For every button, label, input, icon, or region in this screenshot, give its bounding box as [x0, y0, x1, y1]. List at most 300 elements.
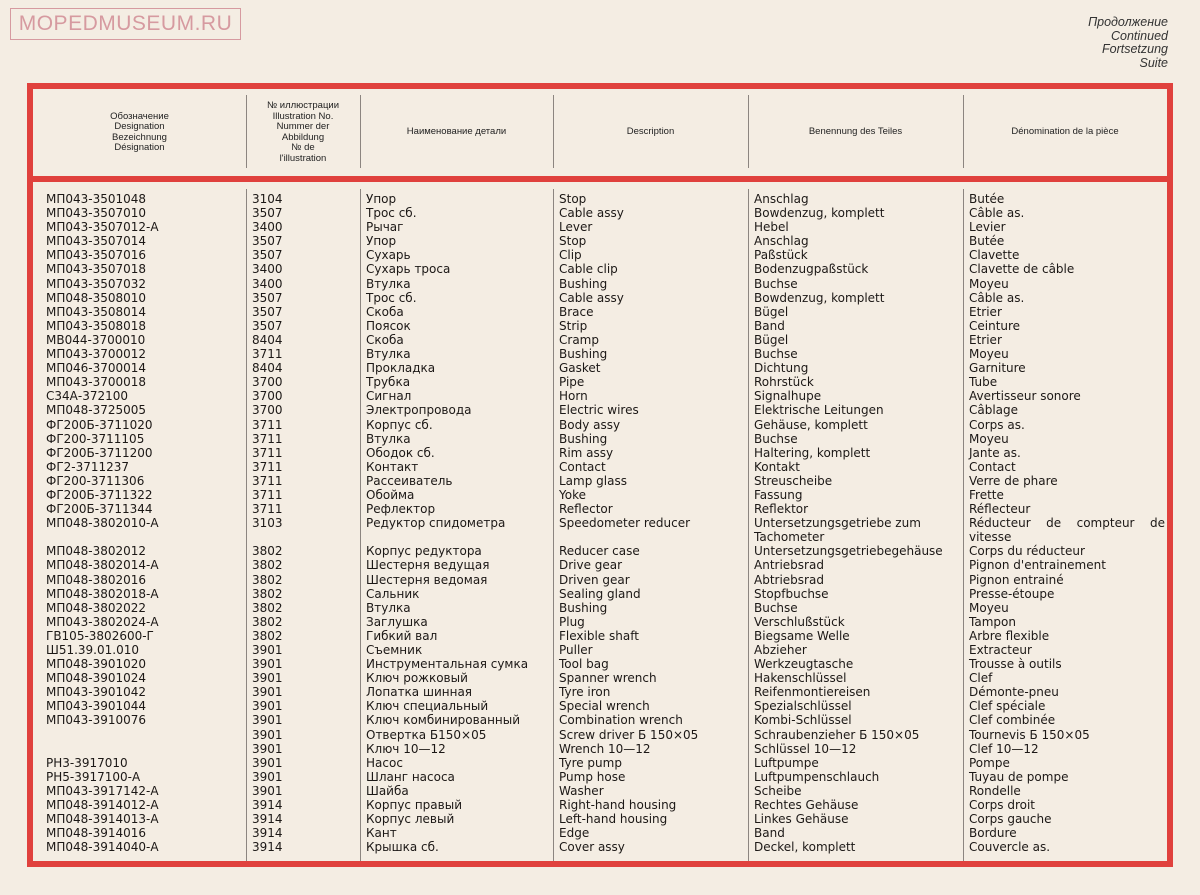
header-line: Illustration No.: [272, 110, 334, 122]
name-ru-cell: Рефлектор: [366, 502, 436, 517]
name-ru-cell: Шестерня ведущая: [366, 558, 490, 573]
designation-cell: МП043-3917142-А: [46, 783, 159, 798]
header-description: [553, 89, 748, 176]
benennung-cell: Bowdenzug, komplett: [754, 206, 885, 221]
denomination-cell: Jante as.: [969, 445, 1021, 460]
description-cell: Electric wires: [559, 403, 639, 418]
illustration-no-cell: 3507: [252, 234, 283, 249]
denomination-cell: Réducteur de compteur de vitesse: [969, 516, 1165, 545]
description-cell: Special wrench: [559, 699, 650, 714]
designation-cell: МП043-3508014: [46, 304, 147, 319]
illustration-no-cell: 3700: [252, 389, 283, 404]
description-cell: Brace: [559, 304, 594, 319]
name-ru-cell: Сигнал: [366, 389, 412, 404]
illustration-no-cell: 3901: [252, 713, 283, 728]
designation-cell: МП043-3507014: [46, 234, 147, 249]
table-row: [33, 488, 1167, 502]
table-row: [33, 643, 1167, 657]
illustration-no-cell: 3507: [252, 206, 283, 221]
table-row: [33, 206, 1167, 220]
description-cell: Tool bag: [559, 657, 609, 672]
illustration-no-cell: 3901: [252, 755, 283, 770]
designation-cell: ФГ2-3711237: [46, 459, 130, 474]
denomination-cell: Corps du réducteur: [969, 544, 1085, 559]
header-line: Обозначение: [110, 110, 169, 122]
denomination-cell: Tampon: [969, 614, 1016, 629]
name-ru-cell: Упор: [366, 192, 397, 206]
name-ru-cell: Втулка: [366, 347, 411, 362]
name-ru-cell: Корпус сб.: [366, 417, 433, 432]
benennung-cell: Linkes Gehäuse: [754, 812, 849, 827]
designation-cell: МП043-3700012: [46, 347, 147, 362]
name-ru-cell: Ключ специальный: [366, 699, 489, 714]
designation-cell: МП043-3507012-А: [46, 220, 159, 235]
designation-cell: МП048-3802022: [46, 600, 147, 615]
column-divider: [963, 95, 964, 168]
benennung-cell: Luftpumpenschlauch: [754, 769, 880, 784]
designation-cell: МВ044-3700010: [46, 332, 146, 347]
illustration-no-cell: 3711: [252, 431, 283, 446]
benennung-cell: Buchse: [754, 347, 798, 362]
description-cell: Drive gear: [559, 558, 623, 573]
description-cell: Edge: [559, 826, 590, 841]
benennung-cell: Schraubenzieher Б 150×05: [754, 727, 920, 742]
illustration-no-cell: 8404: [252, 361, 283, 376]
table-row: [33, 305, 1167, 319]
name-ru-cell: Поясок: [366, 318, 411, 333]
table-row: [33, 558, 1167, 572]
designation-cell: РН3-3917010: [46, 755, 128, 770]
table-row: [33, 262, 1167, 276]
description-cell: Cable clip: [559, 262, 618, 277]
table-row: [33, 277, 1167, 291]
denomination-cell: Tournevis Б 150×05: [969, 727, 1090, 742]
description-cell: Lamp glass: [559, 473, 627, 488]
description-cell: Driven gear: [559, 572, 630, 587]
description-cell: Washer: [559, 783, 604, 798]
column-divider: [553, 95, 554, 168]
name-ru-cell: Сухарь троса: [366, 262, 451, 277]
name-ru-cell: Втулка: [366, 276, 411, 291]
table-row: [33, 432, 1167, 446]
description-cell: Bushing: [559, 431, 608, 446]
header-line: Benennung des Teiles: [808, 126, 903, 138]
denomination-cell: Corps as.: [969, 417, 1025, 432]
denomination-cell: Démonte-pneu: [969, 685, 1059, 700]
benennung-cell: Spezialschlüssel: [754, 699, 852, 714]
denomination-cell: Trousse à outils: [969, 657, 1062, 672]
table-row: [33, 460, 1167, 474]
denomination-cell: Moyeu: [969, 431, 1009, 446]
name-ru-cell: Скоба: [366, 304, 404, 319]
header-line: Nummer der: [276, 121, 330, 132]
benennung-cell: Buchse: [754, 431, 798, 446]
illustration-no-cell: 3103: [252, 516, 283, 531]
name-ru-cell: Рассеиватель: [366, 473, 453, 488]
table-row: [33, 192, 1167, 206]
header-denomination: [963, 89, 1167, 176]
illustration-no-cell: 3901: [252, 741, 283, 756]
designation-cell: МП043-3501048: [46, 192, 147, 206]
designation-cell: ФГ200Б-3711322: [46, 487, 153, 502]
illustration-no-cell: 3711: [252, 347, 283, 362]
header-line: № de: [291, 142, 315, 153]
designation-cell: МП048-3725005: [46, 403, 147, 418]
name-ru-cell: Шестерня ведомая: [366, 572, 488, 587]
denomination-cell: Câble as.: [969, 206, 1025, 221]
name-ru-cell: Ободок сб.: [366, 445, 435, 460]
name-ru-cell: Трубка: [366, 375, 411, 390]
table-row: [33, 347, 1167, 361]
illustration-no-cell: 3711: [252, 417, 283, 432]
benennung-cell: Reflektor: [754, 502, 809, 517]
description-cell: Pump hose: [559, 769, 626, 784]
table-row: [33, 234, 1167, 248]
designation-cell: РН5-3917100-А: [46, 769, 141, 784]
table-row: [33, 713, 1167, 727]
header-separator: [33, 176, 1167, 182]
illustration-no-cell: 3700: [252, 403, 283, 418]
name-ru-cell: Крышка сб.: [366, 840, 439, 855]
description-cell: Tyre pump: [559, 755, 622, 770]
illustration-no-cell: 3901: [252, 769, 283, 784]
benennung-cell: Hebel: [754, 220, 789, 235]
name-ru-cell: Обойма: [366, 487, 415, 502]
illustration-no-cell: 3914: [252, 826, 283, 841]
designation-cell: ФГ200Б-3711344: [46, 502, 153, 517]
table-row: [33, 291, 1167, 305]
table-row: [33, 418, 1167, 432]
description-cell: Pipe: [559, 375, 585, 390]
illustration-no-cell: 3802: [252, 544, 283, 559]
name-ru-cell: Насос: [366, 755, 403, 770]
header-line: Description: [626, 126, 675, 138]
header-benennung: [748, 89, 963, 176]
table-row: [33, 587, 1167, 601]
designation-cell: МП043-3802024-А: [46, 614, 159, 629]
illustration-no-cell: 3914: [252, 812, 283, 827]
benennung-cell: Kontakt: [754, 459, 800, 474]
benennung-cell: Buchse: [754, 276, 798, 291]
denomination-cell: Tuyau de pompe: [969, 769, 1069, 784]
benennung-cell: Bügel: [754, 332, 789, 347]
table-row: [33, 784, 1167, 798]
benennung-cell: Anschlag: [754, 192, 809, 206]
description-cell: Screw driver Б 150×05: [559, 727, 699, 742]
name-ru-cell: Ключ 10—12: [366, 741, 446, 756]
table-row: [33, 770, 1167, 784]
table-row: [33, 742, 1167, 756]
description-cell: Left-hand housing: [559, 812, 668, 827]
illustration-no-cell: 3901: [252, 657, 283, 672]
table-row: [33, 728, 1167, 742]
description-cell: Lever: [559, 220, 593, 235]
description-cell: Plug: [559, 614, 585, 629]
illustration-no-cell: 3802: [252, 572, 283, 587]
designation-cell: МП048-3901024: [46, 671, 147, 686]
illustration-no-cell: 3711: [252, 445, 283, 460]
header-designation: [33, 89, 246, 176]
description-cell: Wrench 10—12: [559, 741, 651, 756]
illustration-no-cell: 3507: [252, 248, 283, 263]
description-cell: Sealing gland: [559, 586, 641, 601]
denomination-cell: Pignon d'entrainement: [969, 558, 1106, 573]
designation-cell: МП048-3802018-А: [46, 586, 159, 601]
table-row: [33, 319, 1167, 333]
illustration-no-cell: 3901: [252, 685, 283, 700]
description-cell: Body assy: [559, 417, 621, 432]
header-line: Désignation: [114, 142, 165, 153]
denomination-cell: Arbre flexible: [969, 628, 1050, 643]
benennung-cell: Antriebsrad: [754, 558, 824, 573]
designation-cell: МП048-3508010: [46, 290, 147, 305]
benennung-cell: Haltering, komplett: [754, 445, 871, 460]
header-illustration-no: [246, 89, 360, 176]
benennung-cell: Luftpumpe: [754, 755, 819, 770]
name-ru-cell: Лопатка шинная: [366, 685, 473, 700]
table-row: [33, 403, 1167, 417]
benennung-cell: Anschlag: [754, 234, 809, 249]
illustration-no-cell: 3802: [252, 558, 283, 573]
illustration-no-cell: 3711: [252, 459, 283, 474]
designation-cell: ФГ200Б-3711200: [46, 445, 153, 460]
benennung-cell: Deckel, komplett: [754, 840, 856, 855]
denomination-cell: Clavette: [969, 248, 1020, 263]
benennung-cell: Untersetzungsgetriebe zum Tachometer: [754, 516, 921, 545]
denomination-cell: Réflecteur: [969, 502, 1031, 517]
name-ru-cell: Корпус правый: [366, 798, 462, 813]
denomination-cell: Extracteur: [969, 643, 1032, 657]
designation-cell: МП043-3700018: [46, 375, 147, 390]
illustration-no-cell: 3400: [252, 276, 283, 291]
name-ru-cell: Трос сб.: [366, 206, 417, 221]
header-line: Abbildung: [281, 131, 325, 143]
designation-cell: МП048-3802010-А: [46, 516, 159, 531]
name-ru-cell: Сальник: [366, 586, 420, 601]
name-ru-cell: Шайба: [366, 783, 409, 798]
benennung-cell: Fassung: [754, 487, 803, 502]
illustration-no-cell: 3802: [252, 600, 283, 615]
designation-cell: МП043-3507018: [46, 262, 147, 277]
denomination-cell: Clef: [969, 671, 993, 686]
designation-cell: ГВ105-3802600-Г: [46, 628, 154, 643]
description-cell: Horn: [559, 389, 588, 404]
description-cell: Bushing: [559, 347, 608, 362]
name-ru-cell: Прокладка: [366, 361, 436, 376]
denomination-cell: Presse-étoupe: [969, 586, 1055, 601]
table-row: [33, 248, 1167, 262]
description-cell: Cable assy: [559, 290, 624, 305]
description-cell: Clip: [559, 248, 582, 263]
designation-cell: МП043-3507032: [46, 276, 147, 291]
illustration-no-cell: 3400: [252, 262, 283, 277]
continued-fr: Suite: [1139, 55, 1168, 70]
benennung-cell: Abtriebsrad: [754, 572, 824, 587]
description-cell: Right-hand housing: [559, 798, 677, 813]
table-row: [33, 629, 1167, 643]
name-ru-cell: Съемник: [366, 643, 423, 657]
denomination-cell: Garniture: [969, 361, 1026, 376]
benennung-cell: Abzieher: [754, 643, 807, 657]
name-ru-cell: Кант: [366, 826, 397, 841]
designation-cell: МП043-3507010: [46, 206, 147, 221]
table-row: [33, 671, 1167, 685]
name-ru-cell: Инструментальная сумка: [366, 657, 529, 672]
continued-de: Fortsetzung: [1101, 42, 1168, 56]
designation-cell: МП048-3901020: [46, 657, 147, 672]
table-row: [33, 516, 1167, 544]
designation-cell: МП043-3901042: [46, 685, 147, 700]
benennung-cell: Elektrische Leitungen: [754, 403, 884, 418]
denomination-cell: Moyeu: [969, 600, 1009, 615]
parts-table: [27, 83, 1173, 867]
description-cell: Yoke: [559, 487, 586, 502]
benennung-cell: Buchse: [754, 600, 798, 615]
denomination-cell: Clef combinée: [969, 713, 1056, 728]
illustration-no-cell: 3901: [252, 643, 283, 657]
description-cell: Puller: [559, 643, 593, 657]
denomination-cell: Câble as.: [969, 290, 1025, 305]
designation-cell: МП048-3802012: [46, 544, 147, 559]
denomination-cell: Couvercle as.: [969, 840, 1051, 855]
description-cell: Bushing: [559, 600, 608, 615]
illustration-no-cell: 3700: [252, 375, 283, 390]
benennung-cell: Signalhupe: [754, 389, 822, 404]
benennung-cell: Bügel: [754, 304, 789, 319]
table-row: [33, 685, 1167, 699]
benennung-cell: Gehäuse, komplett: [754, 417, 868, 432]
name-ru-cell: Заглушка: [366, 614, 428, 629]
column-divider: [360, 95, 361, 168]
illustration-no-cell: 3507: [252, 290, 283, 305]
table-body: [33, 192, 1167, 854]
denomination-cell: Clef spéciale: [969, 699, 1046, 714]
name-ru-cell: Ключ комбинированный: [366, 713, 521, 728]
denomination-cell: Frette: [969, 487, 1004, 502]
description-cell: Contact: [559, 459, 606, 474]
illustration-no-cell: 3914: [252, 798, 283, 813]
description-cell: Combination wrench: [559, 713, 683, 728]
table-row: [33, 601, 1167, 615]
designation-cell: МП043-3901044: [46, 699, 147, 714]
benennung-cell: Biegsame Welle: [754, 628, 850, 643]
illustration-no-cell: 3400: [252, 220, 283, 235]
header-line: Dénomination de la pièce: [1011, 126, 1119, 138]
illustration-no-cell: 3104: [252, 192, 283, 206]
description-cell: Stop: [559, 192, 587, 206]
denomination-cell: Tube: [969, 375, 998, 390]
description-cell: Bushing: [559, 276, 608, 291]
description-cell: Cover assy: [559, 840, 625, 855]
description-cell: Reflector: [559, 502, 613, 517]
denomination-cell: Etrier: [969, 332, 1002, 347]
description-cell: Tyre iron: [559, 685, 611, 700]
designation-cell: МП048-3914016: [46, 826, 147, 841]
illustration-no-cell: 3711: [252, 487, 283, 502]
table-row: [33, 333, 1167, 347]
denomination-cell: Bordure: [969, 826, 1017, 841]
illustration-no-cell: 3711: [252, 473, 283, 488]
denomination-cell: Corps gauche: [969, 812, 1052, 827]
denomination-cell: Clef 10—12: [969, 741, 1039, 756]
table-row: [33, 474, 1167, 488]
illustration-no-cell: 3711: [252, 502, 283, 517]
benennung-cell: Band: [754, 318, 785, 333]
name-ru-cell: Корпус редуктора: [366, 544, 482, 559]
table-row: [33, 826, 1167, 840]
designation-cell: МП048-3802016: [46, 572, 147, 587]
description-cell: Flexible shaft: [559, 628, 639, 643]
table-row: [33, 699, 1167, 713]
table-row: [33, 615, 1167, 629]
name-ru-cell: Сухарь: [366, 248, 411, 263]
denomination-cell: Ceinture: [969, 318, 1021, 333]
benennung-cell: Dichtung: [754, 361, 809, 376]
description-cell: Strip: [559, 318, 588, 333]
table-row: [33, 446, 1167, 460]
table-row: [33, 389, 1167, 403]
benennung-cell: Band: [754, 826, 785, 841]
header-line: № иллюстрации: [266, 100, 340, 111]
continued-ru: Продолжение: [1088, 15, 1168, 29]
illustration-no-cell: 3901: [252, 671, 283, 686]
description-cell: Cramp: [559, 332, 599, 347]
description-cell: Reducer case: [559, 544, 640, 559]
name-ru-cell: Втулка: [366, 600, 411, 615]
designation-cell: МП048-3914013-А: [46, 812, 159, 827]
table-row: [33, 375, 1167, 389]
benennung-cell: Werkzeugtasche: [754, 657, 854, 672]
denomination-cell: Clavette de câble: [969, 262, 1075, 277]
description-cell: Stop: [559, 234, 587, 249]
denomination-cell: Pignon entrainé: [969, 572, 1064, 587]
denomination-cell: Moyeu: [969, 276, 1009, 291]
header-name-ru: [360, 89, 553, 176]
description-cell: Rim assy: [559, 445, 614, 460]
benennung-cell: Kombi-Schlüssel: [754, 713, 852, 728]
name-ru-cell: Корпус левый: [366, 812, 455, 827]
continued-en: Continued: [1111, 28, 1168, 43]
table-row: [33, 220, 1167, 234]
name-ru-cell: Упор: [366, 234, 397, 249]
name-ru-cell: Трос сб.: [366, 290, 417, 305]
designation-cell: МП048-3802014-А: [46, 558, 159, 573]
benennung-cell: Schlüssel 10—12: [754, 741, 857, 756]
name-ru-cell: Втулка: [366, 431, 411, 446]
denomination-cell: Pompe: [969, 755, 1010, 770]
description-cell: Speedometer reducer: [559, 516, 691, 531]
table-row: [33, 756, 1167, 770]
description-cell: Cable assy: [559, 206, 624, 221]
benennung-cell: Bowdenzug, komplett: [754, 290, 885, 305]
column-divider: [246, 95, 247, 168]
designation-cell: МП043-3507016: [46, 248, 147, 263]
illustration-no-cell: 3507: [252, 318, 283, 333]
denomination-cell: Levier: [969, 220, 1006, 235]
denomination-cell: Rondelle: [969, 783, 1021, 798]
benennung-cell: Verschlußstück: [754, 614, 845, 629]
denomination-cell: Avertisseur sonore: [969, 389, 1081, 404]
table-row: [33, 544, 1167, 558]
illustration-no-cell: 3507: [252, 304, 283, 319]
table-row: [33, 798, 1167, 812]
designation-cell: МП043-3508018: [46, 318, 147, 333]
illustration-no-cell: 3901: [252, 783, 283, 798]
name-ru-cell: Контакт: [366, 459, 419, 474]
benennung-cell: Streuscheibe: [754, 473, 833, 488]
header-line: Наименование детали: [406, 126, 507, 138]
benennung-cell: Stopfbuchse: [754, 586, 829, 601]
